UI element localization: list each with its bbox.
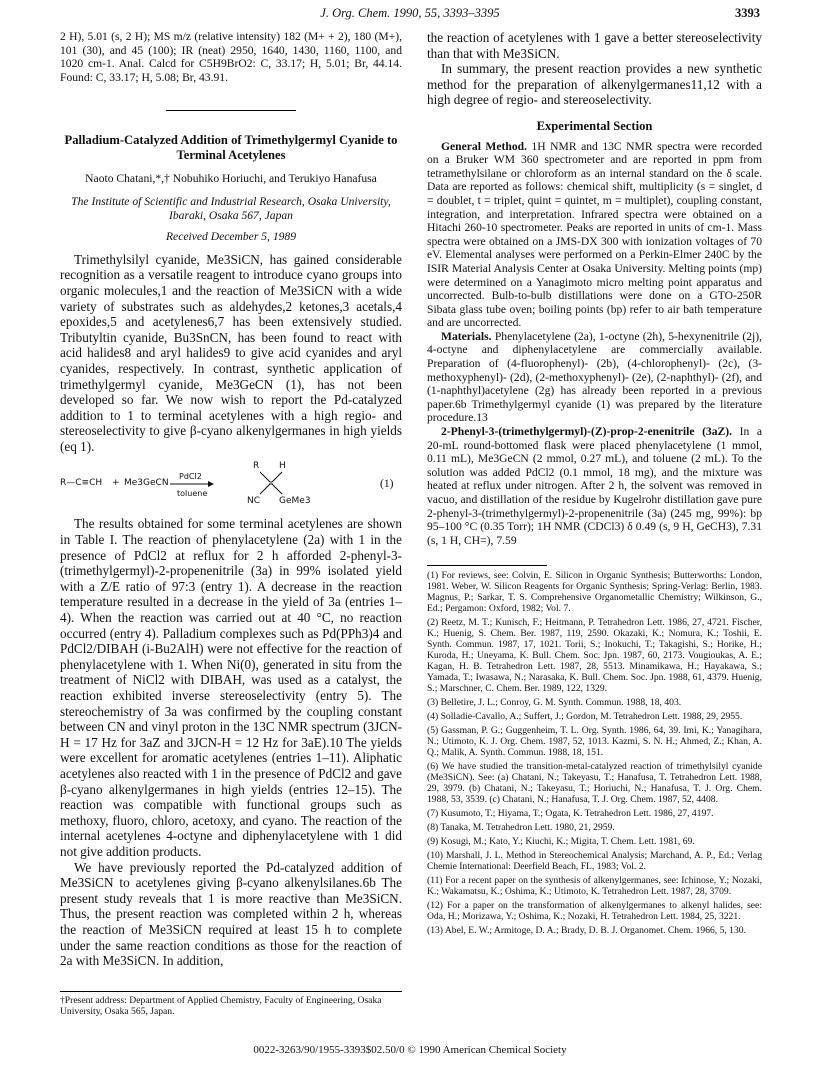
- right-column: [427, 30, 762, 936]
- general-method-paragraph: [427, 140, 762, 330]
- article-title: Palladium-Catalyzed Addition of Trimethylgermyl Cyanide to Terminal Acetylenes: [64, 133, 398, 163]
- article-separator: [166, 110, 296, 111]
- received-date: Received December 5, 1989: [165, 230, 297, 244]
- summary-paragraph: In summary, the present reaction provides a new synthetic method for the preparation of alkenylgermanes11,12 with a high degree of regio- and stereoselectivity.: [427, 61, 762, 108]
- footnote-item: (13) Abel, E. W.; Armitoge, D. A.; Brady, D. B. J. Organomet. Chem. 1966, 5, 130.: [427, 925, 746, 937]
- footnote-item: (7) Kusumoto, T.; Hiyama, T.; Ogata, K. Tetrahedron Lett. 1986, 27, 4197.: [427, 808, 714, 820]
- solvent-label: toluene: [177, 489, 208, 499]
- compound-heading: 2-Phenyl-3-(trimethylgermyl)-(Z)-prop-2-enenitrile (3aZ).: [441, 425, 733, 439]
- journal-citation: J. Org. Chem. 1990, 55, 3393–3395: [320, 6, 500, 20]
- footnote-item: (12) For a paper on the transformation of alkenylgermanes to alkenyl halides, see: Oda, H.; Morizawa, Y.; Oshima, K.; Nozaki, H. Tetrahedron Lett. 1984, 25, 3221.: [427, 900, 762, 923]
- footnote-item: (8) Tanaka, M. Tetrahedron Lett. 1980, 21, 2959.: [427, 822, 615, 834]
- page-footer: 0022-3263/90/1955-3393$02.50/0 © 1990 American Chemical Society: [253, 1044, 567, 1056]
- article-affiliation: The Institute of Scientific and Industrial Research, Osaka University, Ibaraki, Osaka 567, Japan: [71, 194, 391, 222]
- plus-sign: +: [112, 478, 120, 489]
- footnote-item: (6) We have studied the transition-metal-catalyzed reaction of trimethylsilyl cyanide (Me3SiCN). See: (a) Chatani, N.; Takeyasu, T.; Hanafusa, T. Tetrahedron Lett. 1988, 29, 3979. (b) Chatani, N.; Takeyasu, T.; Horiuchi, N.; Hanafusa, T. J. Org. Chem. 1988, 53, 3539. (c) Chatani, N.; Hanafusa, T. J. Org. Chem. 1987, 52, 4408.: [427, 761, 762, 806]
- footnote-item: (11) For a recent paper on the synthesis of alkenylgermanes, see: Ichinose, Y.; Nozaki, K.; Wakamatsu, K.; Oshima, K.; Utimoto, K. Tetrahedron Lett. 1987, 28, 3709.: [427, 875, 762, 898]
- footnote-separator: [427, 565, 547, 566]
- materials-text: Phenylacetylene (2a), 1-octyne (2h), 5-hexynenitrile (2j), 4-octyne and diphenylacetylene are commercially available. Preparation of (4-fluorophenyl)- (2b), (4-chlorophenyl)- (2c), (3-methoxyphenyl)- (2d), (2-methoxyphenyl)- (2e), (2-naphthyl)- (2f), and (1-naphthyl)acetylene (2g) has already been reported in a previous paper.6b Trimethylgermyl cyanide (1) was prepared by the literature procedure.13: [427, 329, 762, 425]
- equation-1: [60, 460, 402, 512]
- general-method-heading: General Method.: [441, 139, 527, 153]
- previous-article-tail: 2 H), 5.01 (s, 2 H); MS m/z (relative intensity) 182 (M+ + 2), 180 (M+), 101 (30), and 45 (100); IR (neat) 2950, 1640, 1430, 1160, 1100, and 1020 cm-1. Anal. Calcd for C5H9BrO2: C, 33.17; H, 5.01; Br, 44.14. Found: C, 33.17; H, 5.08; Br, 43.91.: [60, 30, 402, 84]
- product-substituent-nc: NC: [247, 496, 261, 507]
- footnote-item: (2) Reetz, M. T.; Kunisch, F.; Heitmann, P. Tetrahedron Lett. 1986, 27, 4721. Fischer, K.; Huenig, S. Chem. Ber. 1987, 119, 2590. Okazaki, K.; Nomura, K.; Toshii, E. Synth. Commun. 1987, 17, 1021. Torii, S.; Inokuchi, T.; Takagishi, S.; Horike, H.; Kuroda, H.; Uneyama, K. Bull. Chem. Soc. Jpn. 1987, 60, 2173. Vougioukas, A. E.; Kagan, H. B. Tetrahedron Lett. 1987, 28, 5513. Minamikawa, H.; Hayakawa, S.; Yamada, T.; Iwasawa, N.; Narasaka, K. Bull. Chem. Soc. Jpn. 1988, 61, 4379. Huenig, S.; Marschner, C. Chem. Ber. 1989, 122, 1329.: [427, 617, 762, 695]
- results-paragraph: The results obtained for some terminal acetylenes are shown in Table I. The reaction of phenylacetylene (2a) with 1 in the presence of PdCl2 at reflux for 2 h afforded 2-phenyl-3-(trimethylgermyl)-2-propenenitrile (3a) in 99% isolated yield with a Z/E ratio of 97:3 (entry 1). A decrease in the reaction temperature resulted in a decrease in the yield of 3a (entries 1–4). When the reaction was carried out at 40 °C, no reaction occurred (entry 4). Palladium complexes such as Pd(PPh3)4 and PdCl2/DIBAH (i-Bu2AlH) were not effective for the reaction of phenylacetylene with 1. When Ni(0), generated in situ from the treatment of NiCl2 with DIBAH, was used as a catalyst, the reaction exhibited inverse stereoselectivity (entry 5). The stereochemistry of 3a was confirmed by the coupling constant between CN and vinyl proton in the 13C NMR spectrum (3JCN-H = 17 Hz for 3aZ and 3JCN-H = 12 Hz for 3aE).10 The yields were excellent for aromatic acetylenes (entries 1–11). Aliphatic acetylenes also reacted with 1 in the presence of PdCl2 and gave β-cyano alkenylgermanes in high yields (entries 12–15). The reaction was compatible with functional groups such as methoxy, fluoro, chloro, acetoxy, and cyano. The reaction of the internal acetylenes 4-octyne and diphenylacetylene with 1 did not give addition products.: [60, 516, 402, 859]
- page-number: 3393: [735, 6, 760, 20]
- reactant-acetylene: R—C≡CH: [60, 478, 103, 489]
- footnote-item: (5) Gassman, P. G.; Guggenheim, T. L. Org. Synth. 1986, 64, 39. Imi, K.; Yanagihara, N.; Utimoto, K. J. Org. Chem. 1987, 52, 1013. Kazmi, S. N. H.; Ahmed, Z.; Khan, A. Q.; Malik, A. Synth. Commun. 1988, 18, 151.: [427, 725, 762, 759]
- product-substituent-h: H: [279, 461, 286, 472]
- reference-footnotes: [427, 570, 762, 936]
- experimental-section-title: Experimental Section: [536, 118, 653, 133]
- footnote-item: (1) For reviews, see: Colvin, E. Silicon in Organic Synthesis; Butterworths: London, 1981. Weber, W. Silicon Reagents for Organic Synthesis; Spring-Verlag: Berlin, 1983. Magnus, P.; Sarkar, T. S. Comprehensive Organometallic Chemistry; Wilkinson, G., Ed.; Pergamon: Oxford, 1982; Vol. 7.: [427, 570, 762, 615]
- continuation-paragraph: the reaction of acetylenes with 1 gave a better stereoselectivity than that with Me3SiCN.: [427, 30, 762, 61]
- footnote-item: (9) Kosugi, M.; Kato, Y.; Kiuchi, K.; Migita, T. Chem. Lett. 1981, 69.: [427, 836, 695, 848]
- present-address-footnote: †Present address: Department of Applied Chemistry, Faculty of Engineering, Osaka University, Osaka 565, Japan.: [60, 991, 402, 1017]
- compound-text: In a 20-mL round-bottomed flask were placed phenylacetylene (1 mmol, 0.11 mL), Me3GeCN (2 mmol, 0.27 mL), and toluene (2 mL). To the solution was added PdCl2 (0.1 mmol, 18 mg), and the mixture was heated at reflux under nitrogen. After 2 h, the solvent was removed in vacuo, and distillation of the residue by Kugelrohr distillation gave pure 2-phenyl-3-(trimethylgermyl)-2-propenenitrile (3a) (245 mg, 99%): bp 95–100 °C (0.35 Torr); 1H NMR (CDCl3) δ 0.49 (s, 9 H, GeCH3), 7.31 (s, 1 H, CH=), 7.59: [427, 425, 762, 547]
- page-header: [60, 6, 760, 26]
- compound-paragraph: [427, 425, 762, 547]
- equation-number: (1): [380, 477, 394, 491]
- footnote-item: (10) Marshall, J. L. Method in Stereochemical Analysis; Marchand, A. P., Ed.; Verlag Chemie International: Deerfield Beach, FL, 1983; Vol. 2.: [427, 850, 762, 873]
- footnote-item: (4) Solladie-Cavallo, A.; Suffert, J.; Gordon, M. Tetrahedron Lett. 1988, 29, 2955.: [427, 711, 743, 723]
- footnote-item: (3) Belletire, J. L.; Conroy, G. M. Synth. Commun. 1988, 18, 403.: [427, 697, 682, 709]
- catalyst-label: PdCl2: [179, 472, 202, 482]
- materials-heading: Materials.: [441, 329, 492, 343]
- product-substituent-r: R: [253, 461, 260, 472]
- left-column: [60, 30, 402, 969]
- product-substituent-gemethyl: GeMe3: [279, 496, 311, 507]
- materials-paragraph: [427, 330, 762, 425]
- comparison-paragraph: We have previously reported the Pd-catalyzed addition of Me3SiCN to acetylenes giving β-cyano alkenylsilanes.6b The present study reveals that 1 is more reactive than Me3SiCN. Thus, the present reaction was completed within 2 h, whereas the reaction of Me3SiCN required at least 15 h to complete under the same reaction conditions as those for the reaction of 2a with Me3SiCN. In addition,: [60, 859, 402, 969]
- article-authors: Naoto Chatani,*,† Nobuhiko Horiuchi, and Terukiyo Hanafusa: [85, 172, 377, 186]
- intro-paragraph: Trimethylsilyl cyanide, Me3SiCN, has gained considerable recognition as a versatile reagent to introduce cyano groups into organic molecules,1 and the reaction of Me3SiCN with a wide variety of substrates such as aldehydes,2 ketones,3 acetals,4 epoxides,5 and acetylenes6,7 has been extensively studied. Tributyltin cyanide, Bu3SnCN, has been found to react with acid halides8 and aryl halides9 to give acid cyanides and aryl cyanides, respectively. In contrast, synthetic application of trimethylgermyl cyanide, Me3GeCN (1), has not been developed so far. We now wish to report the Pd-catalyzed addition to 1 to terminal acetylenes with a high regio- and stereoselectivity to give β-cyano alkenylgermanes in high yields (eq 1).: [60, 251, 402, 454]
- reactant-germyl-cyanide: Me3GeCN: [124, 478, 169, 489]
- general-method-text: 1H NMR and 13C NMR spectra were recorded on a Bruker WM 360 spectrometer and are reported in ppm from tetramethylsilane or chloroform as an internal standard on the δ scale. Data are reported as follows: chemical shift, multiplicity (s = singlet, d = doublet, t = triplet, quint = quintet, m = multiplet), coupling constant, integration, and interpretation. Infrared spectra were obtained on a Hitachi 260-10 spectrometer. Peaks are reported in units of cm-1. Mass spectra were obtained on a JMS-DX 300 with ionization voltages of 70 eV. Elemental analyses were performed on a Perkin-Elmer 240C by the ISIR Material Analysis Center at Osaka University. Melting points (mp) were determined on a Yanagimoto micro melting point apparatus and uncorrected. Bulb-to-bulb distillations were done on a GTO-250R Sibata glass tube oven; boiling points (bp) refer to air bath temperature and are uncorrected.: [427, 139, 762, 330]
